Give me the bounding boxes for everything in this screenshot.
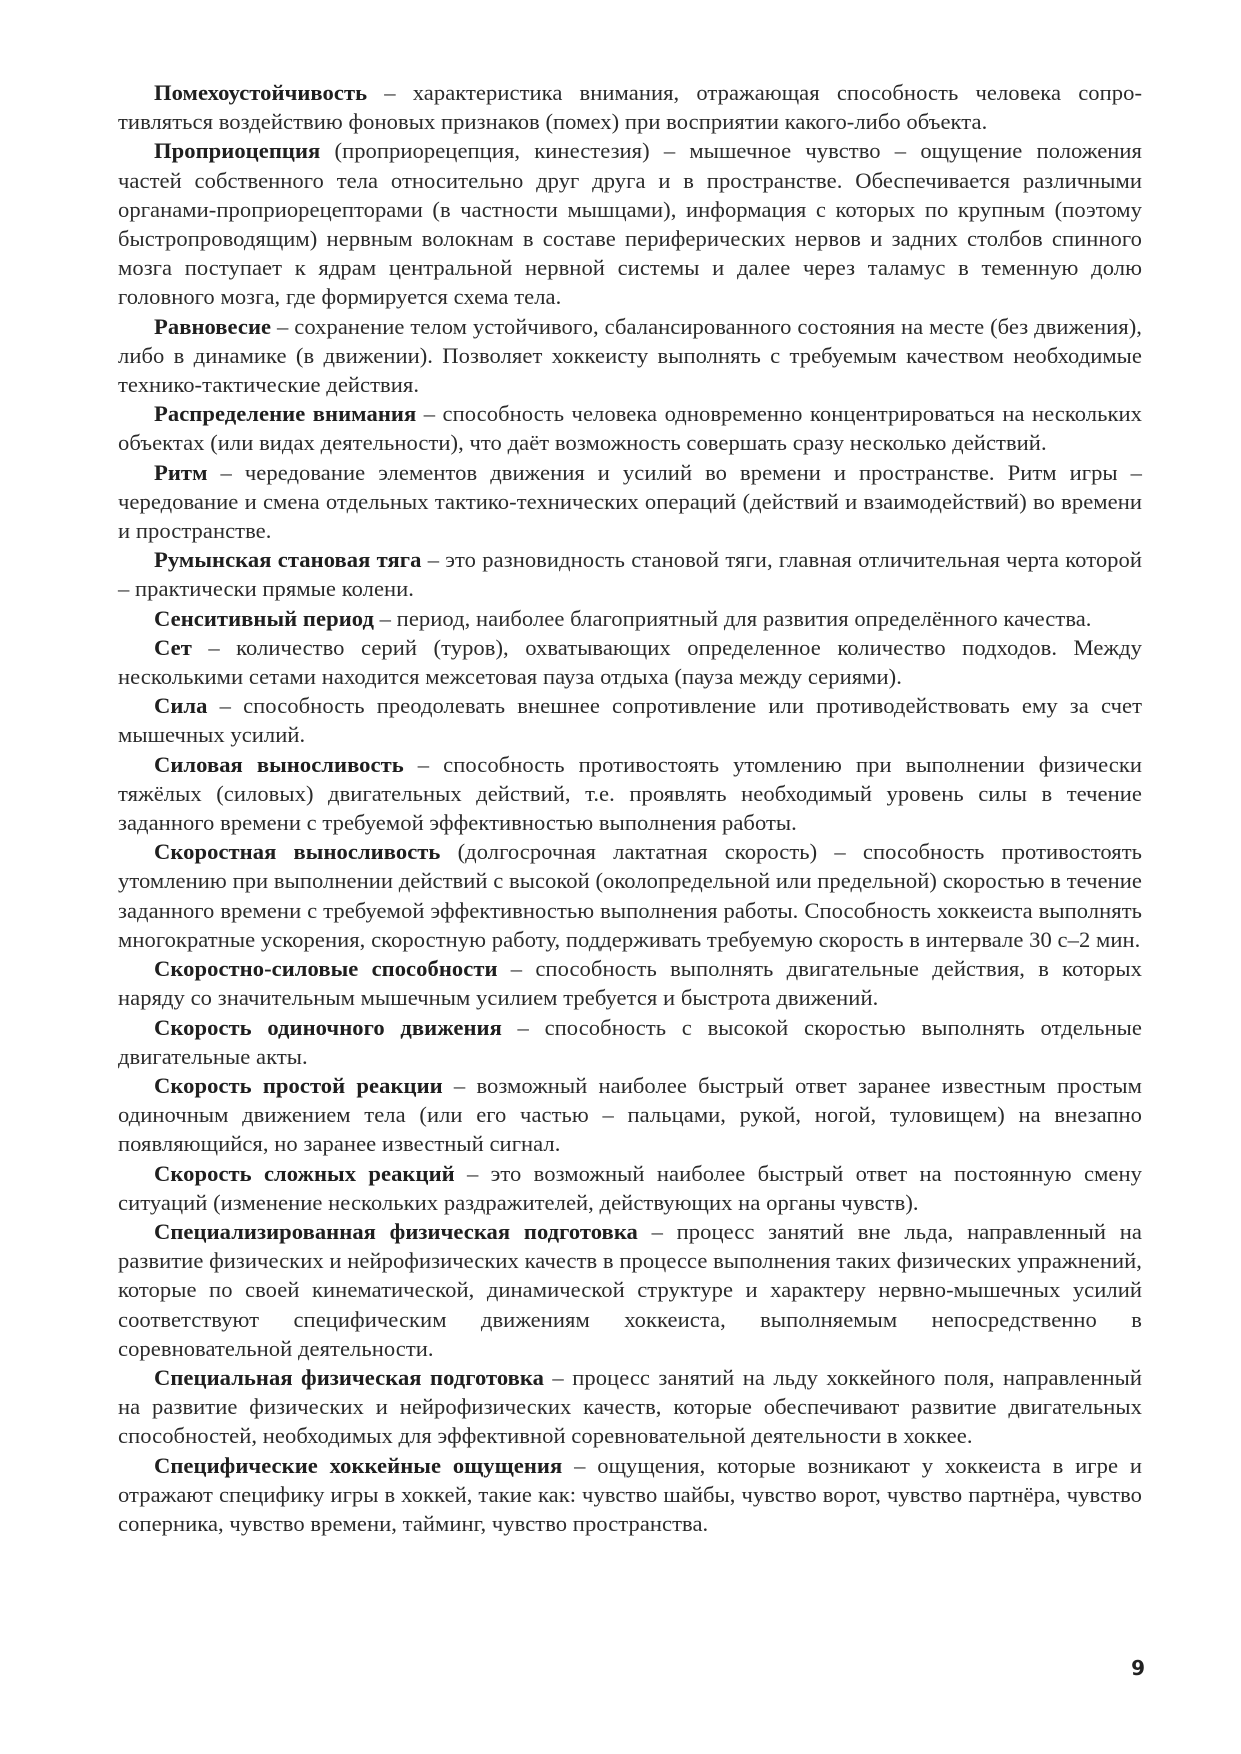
glossary-definition: – это разновидность становой тяги, главная отличительная черта которой – практически прямые колени. <box>118 547 1142 602</box>
glossary-definition: – процесс занятий на льду хоккейного поля, направленный на развитие физических и нейрофизических качеств, которые обеспечивают развитие двигательных способностей, необходимых для эффективной соревновательной деятельности в хоккее. <box>118 1364 1142 1449</box>
glossary-term: Сет <box>154 634 192 660</box>
glossary-entry <box>118 1217 1142 1363</box>
glossary-definition: – способность человека одновременно концентрироваться на нескольких объектах (или видах деятельности), что даёт возможность совершать сразу несколько действий. <box>118 401 1142 456</box>
glossary-term: Сенситивный период <box>154 605 374 631</box>
glossary-term: Скорость сложных реакций <box>154 1160 455 1186</box>
glossary-entry <box>118 545 1142 603</box>
glossary-entry <box>118 399 1142 457</box>
glossary-entry <box>118 1363 1142 1451</box>
glossary-entry <box>118 954 1142 1012</box>
glossary-term: Силовая выносливость <box>154 751 404 777</box>
glossary-entry <box>118 1013 1142 1071</box>
glossary-definition: – возможный наиболее быстрый ответ заранее известным простым одиночным движением тела (или его частью – пальцами, рукой, ногой, туловищем) на внезапно появляющийся, но заранее известный сигнал. <box>118 1072 1142 1157</box>
glossary-entry <box>118 1159 1142 1217</box>
glossary-definition: – способность выполнять двигательные действия, в которых наряду со значительным мышечным усилием требуется и быстрота движений. <box>118 956 1142 1011</box>
glossary-term: Ритм <box>154 459 208 485</box>
glossary-entry <box>118 837 1142 954</box>
glossary-entry <box>118 312 1142 400</box>
glossary-definition: – характеристика внимания, отражающая способность человека сопротивляться воздействию фоновых признаков (помех) при восприятии какого-либо объекта. <box>118 80 1142 135</box>
glossary-definition: – количество серий (туров), охватывающих определенное количество подходов. Между несколькими сетами находится межсетовая пауза отдыха (пауза между сериями). <box>118 634 1142 690</box>
glossary-entry <box>118 136 1142 311</box>
glossary-term: Скоростная выносливость <box>154 839 441 865</box>
glossary-definition: – способность противостоять утомлению при выполнении физически тяжёлых (силовых) двигательных действий, т.е. проявлять необходимый уровень силы в течение заданного времени с требуемой эффективностью выполнения работы. <box>118 751 1142 836</box>
glossary-entry <box>118 633 1142 691</box>
glossary-term: Специальная физическая подготовка <box>154 1364 544 1390</box>
glossary-term: Специализированная физическая подготовка <box>154 1218 638 1244</box>
glossary-term: Скоростно-силовые способности <box>154 956 498 982</box>
glossary-definition: – ощущения, которые возникают у хоккеиста в игре и отражают специфику игры в хоккей, такие как: чувство шайбы, чувство ворот, чувство партнёра, чувство соперника, чувство времени, тайминг, чувство пространства. <box>118 1452 1142 1536</box>
glossary-definition: – процесс занятий вне льда, направленный на развитие физических и нейрофизических качеств в процессе выполнения таких физических упражнений, которые по своей кинематической, динамической структуре и характеру нервно-мышечных усилий соответствуют специфическим движениям хоккеиста, выполняемым непосредственно в соревновательной деятельности. <box>118 1218 1142 1361</box>
glossary-entry <box>118 1451 1142 1539</box>
glossary-definition: – способность с высокой скоростью выполнять отдельные двигательные акты. <box>118 1014 1142 1069</box>
glossary-entry <box>118 604 1142 633</box>
glossary-definition: – период, наиболее благоприятный для развития определённого качества. <box>373 605 1092 631</box>
glossary-term: Румынская становая тяга <box>154 547 422 573</box>
glossary-definition: – сохранение телом устойчивого, сбалансированного состояния на месте (без движения), либо в динамике (в движении). Позволяет хоккеисту выполнять с требуемым качеством необходимые технико-тактические действия. <box>118 313 1142 398</box>
glossary-definition: – чередование элементов движения и усилий во времени и пространстве. Ритм игры – чередование и смена отдельных тактико-технических операций (действий и взаимодействий) во времени и пространстве. <box>118 459 1142 544</box>
glossary-term: Равновесие <box>154 313 272 339</box>
glossary-term: Скорость простой реакции <box>154 1072 443 1098</box>
glossary-list <box>118 78 1142 1538</box>
glossary-entry <box>118 1071 1142 1159</box>
glossary-definition: – это возможный наиболее быстрый ответ на постоянную смену ситуаций (изменение нескольких раздражителей, действующих на органы чувств). <box>118 1160 1142 1215</box>
glossary-term: Проприоцепция <box>154 138 321 164</box>
glossary-entry <box>118 691 1142 749</box>
glossary-term: Сила <box>154 693 208 719</box>
glossary-term: Скорость одиночного движения <box>154 1014 502 1040</box>
glossary-definition: (проприорецепция, кинестезия) – мышечное чувство – ощущение положения частей собственного тела относительно друг друга и в пространстве. Обеспечивается различными органами-проприорецепторами (в частности мышцами), информация с которых по крупным (поэтому быстропроводящим) нервным волокнам в составе периферических нервов и задних столбов спинного мозга поступает к ядрам центральной нервной системы и далее через таламус в теменную долю головного мозга, где формируется схема тела. <box>118 138 1142 310</box>
glossary-term: Помехоустойчивость <box>154 80 368 105</box>
glossary-entry <box>118 750 1142 838</box>
glossary-definition: (долгосрочная лактатная скорость) – способность противостоять утомлению при выполнении действий с высокой (околопредельной или предельной) скоростью в течение заданного времени с требуемой эффективностью выполнения работы. Способность хоккеиста выполнять многократные ускорения, скоростную работу, поддерживать требуемую скорость в интервале 30 с–2 мин. <box>118 839 1142 952</box>
glossary-term: Распределение внимания <box>154 401 417 427</box>
glossary-definition: – способность преодолевать внешнее сопротивление или противодействовать ему за счет мышечных усилий. <box>118 693 1142 748</box>
glossary-term: Специфические хоккейные ощущения <box>154 1452 563 1478</box>
glossary-entry <box>118 78 1142 136</box>
glossary-entry <box>118 458 1142 546</box>
page-number: 9 <box>1131 1656 1145 1680</box>
